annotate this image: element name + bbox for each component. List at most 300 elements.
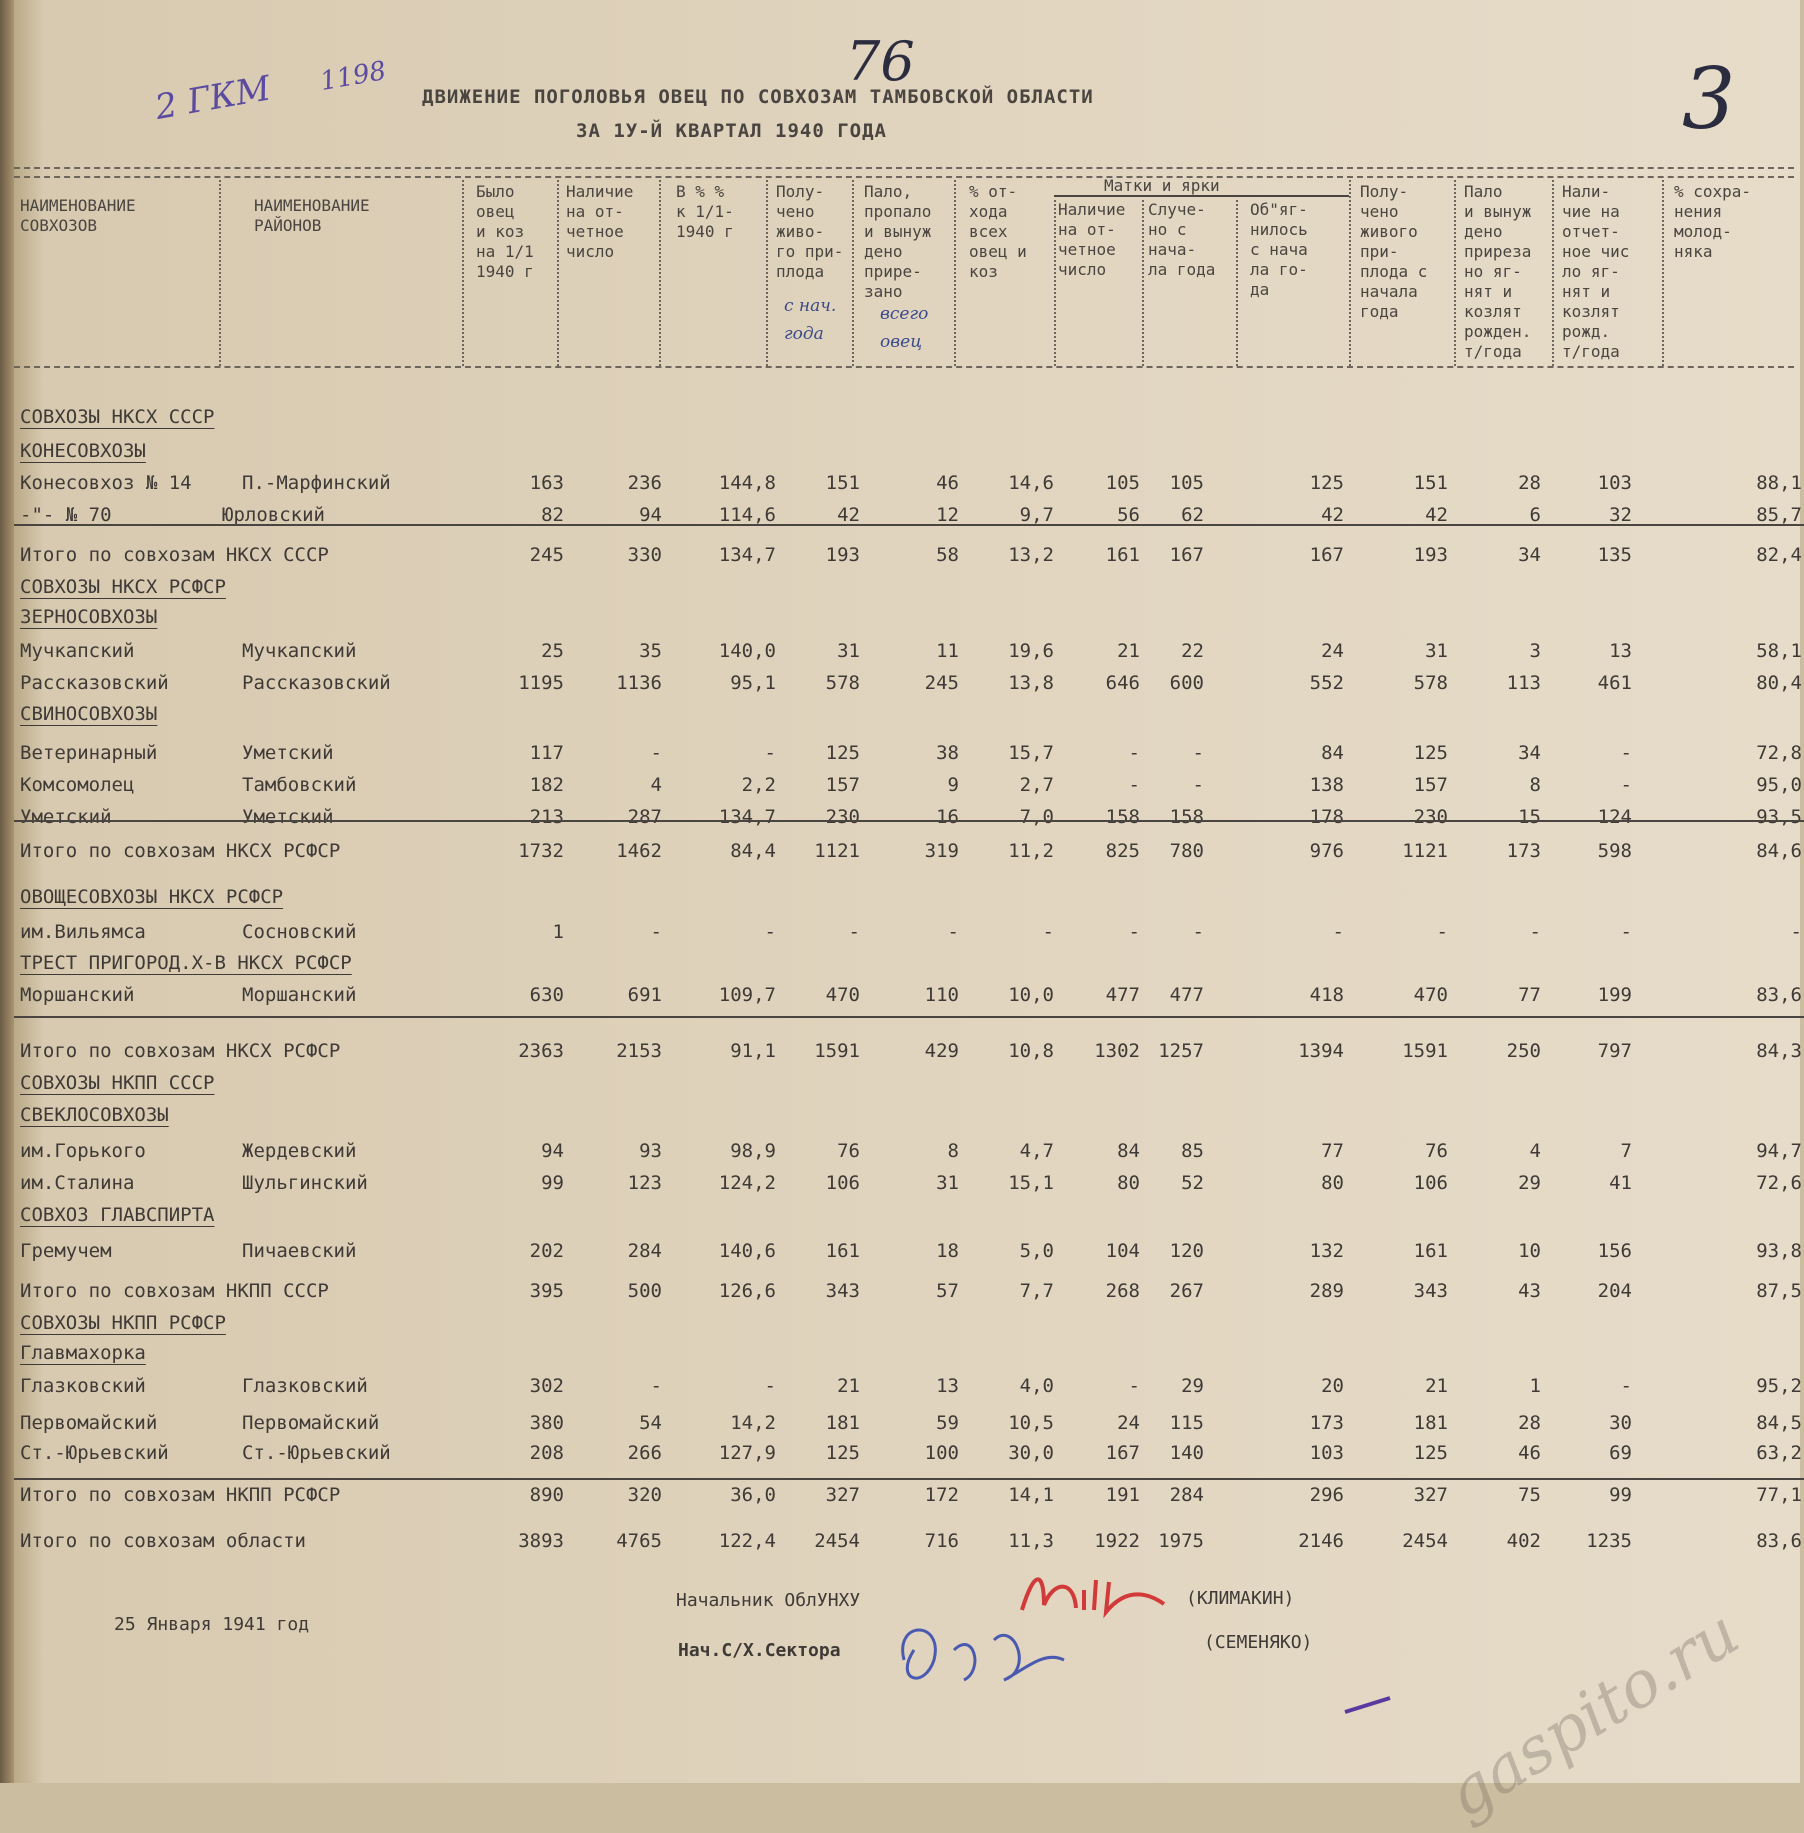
cell-value: 1732 (518, 840, 564, 862)
cell-value: 402 (1506, 1530, 1541, 1552)
cell-value: 10,5 (1008, 1412, 1054, 1434)
section-header-row (14, 1342, 1800, 1372)
cell-value: 29 (1518, 1172, 1541, 1194)
table-row (14, 984, 1800, 1014)
cell-value: 5,0 (1019, 1240, 1054, 1262)
cell-value: 110 (924, 984, 959, 1006)
cell-value: 1 (1529, 1375, 1541, 1397)
section-label: СОВХОЗЫ НКПП СССР (20, 1072, 215, 1094)
cell-value: 84,3 (1756, 1040, 1802, 1062)
cell-value: 208 (529, 1442, 564, 1464)
cell-value: - (1192, 774, 1204, 796)
cell-value: 470 (825, 984, 860, 1006)
cell-value: 42 (1321, 504, 1344, 526)
stamp-text: 2 ГКМ (152, 68, 274, 128)
cell-value: 3893 (518, 1530, 564, 1552)
cell-value: 84,6 (1756, 840, 1802, 862)
cell-value: 84 (1117, 1140, 1140, 1162)
table-row (14, 1412, 1800, 1442)
header-ewes-present: Наличие на от- четное число (1058, 200, 1126, 279)
cell-value: 84 (1321, 742, 1344, 764)
cell-value: 28 (1518, 1412, 1541, 1434)
cell-value: 140,0 (718, 640, 776, 662)
cell-value: 1302 (1094, 1040, 1140, 1062)
cell-value: - (1620, 774, 1632, 796)
cell-value: 80 (1117, 1172, 1140, 1194)
cell-value: 63,2 (1756, 1442, 1802, 1464)
document-subtitle: ЗА 1У-Й КВАРТАЛ 1940 ГОДА (576, 120, 887, 142)
cell-value: 125 (825, 742, 860, 764)
cell-value: 58 (936, 544, 959, 566)
row-name: Итого по совхозам НКСХ РСФСР (20, 840, 341, 862)
cell-value: 62 (1181, 504, 1204, 526)
cell-value: 30,0 (1008, 1442, 1054, 1464)
total-row (14, 1530, 1800, 1560)
cell-value: 31 (936, 1172, 959, 1194)
cell-value: 77 (1321, 1140, 1344, 1162)
cell-value: 35 (639, 640, 662, 662)
row-district: Шульгинский (242, 1172, 368, 1194)
cell-value: 124 (1597, 806, 1632, 828)
cell-value: 18 (936, 1240, 959, 1262)
cell-value: 230 (1413, 806, 1448, 828)
cell-value: 123 (627, 1172, 662, 1194)
cell-value: 11,2 (1008, 840, 1054, 862)
cell-value: 105 (1169, 472, 1204, 494)
cell-value: 204 (1597, 1280, 1632, 1302)
cell-value: 797 (1597, 1040, 1632, 1062)
table-row (14, 1140, 1800, 1170)
cell-value: - (1128, 774, 1140, 796)
cell-value: 320 (627, 1484, 662, 1506)
cell-value: 1136 (616, 672, 662, 694)
ink-mark (1340, 1690, 1400, 1720)
cell-value: 191 (1105, 1484, 1140, 1506)
cell-value: 72,8 (1756, 742, 1802, 764)
cell-value: 83,6 (1756, 984, 1802, 1006)
row-name: им.Сталина (20, 1172, 135, 1194)
cell-value: 10 (1518, 1240, 1541, 1262)
cell-value: 95,1 (730, 672, 776, 694)
cell-value: 87,5 (1756, 1280, 1802, 1302)
cell-value: - (848, 921, 860, 943)
row-name: Комсомолец (20, 774, 135, 796)
cell-value: 56 (1117, 504, 1140, 526)
cell-value: 16 (936, 806, 959, 828)
cell-value: 93,8 (1756, 1240, 1802, 1262)
section-label: КОНЕСОВХОЗЫ (20, 440, 146, 462)
cell-value: 82 (541, 504, 564, 526)
col-sep (954, 180, 956, 366)
cell-value: 4,7 (1019, 1140, 1054, 1162)
cell-value: 157 (1413, 774, 1448, 796)
cell-value: - (650, 1375, 662, 1397)
cell-value: - (1042, 921, 1054, 943)
col-sep (557, 180, 559, 366)
cell-value: 157 (825, 774, 860, 796)
archive-stamp (152, 48, 388, 128)
col-sep (852, 180, 854, 366)
header-loss-percent: % от- хода всех овец и коз (969, 182, 1027, 281)
cell-value: 21 (1117, 640, 1140, 662)
cell-value: 193 (825, 544, 860, 566)
cell-value: 151 (825, 472, 860, 494)
cell-value: 2454 (814, 1530, 860, 1552)
col-sep (219, 180, 221, 366)
cell-value: 125 (825, 1442, 860, 1464)
cell-value: 267 (1169, 1280, 1204, 1302)
cell-value: 825 (1105, 840, 1140, 862)
cell-value: 82,4 (1756, 544, 1802, 566)
cell-value: 1257 (1158, 1040, 1204, 1062)
cell-value: 600 (1169, 672, 1204, 694)
cell-value: 15,7 (1008, 742, 1054, 764)
cell-value: 106 (825, 1172, 860, 1194)
cell-value: 24 (1321, 640, 1344, 662)
section-header-row (14, 703, 1800, 733)
cell-value: 319 (924, 840, 959, 862)
cell-value: 29 (1181, 1375, 1204, 1397)
cell-value: 578 (1413, 672, 1448, 694)
cell-value: 25 (541, 640, 564, 662)
table-row (14, 1442, 1800, 1472)
cell-value: 167 (1169, 544, 1204, 566)
cell-value: 7,7 (1019, 1280, 1054, 1302)
cell-value: 14,6 (1008, 472, 1054, 494)
cell-value: 125 (1413, 742, 1448, 764)
cell-value: 43 (1518, 1280, 1541, 1302)
row-name: Рассказовский (20, 672, 169, 694)
signature-name-2: (СЕМЕНЯКО) (1204, 1632, 1313, 1653)
row-district: Пичаевский (242, 1240, 357, 1262)
cell-value: 1121 (814, 840, 860, 862)
header-offspring-note: с нач. года (784, 296, 837, 344)
cell-value: 117 (529, 742, 564, 764)
cell-value: 172 (924, 1484, 959, 1506)
header-ewes-lambed: Об"яг- нилось с нача ла го- да (1250, 200, 1308, 299)
cell-value: - (764, 742, 776, 764)
cell-value: 461 (1597, 672, 1632, 694)
cell-value: 578 (825, 672, 860, 694)
cell-value: 105 (1105, 472, 1140, 494)
signature-role-2: Нач.С/Х.Сектора (678, 1640, 841, 1661)
cell-value: 2,2 (741, 774, 776, 796)
col-sep (1662, 180, 1664, 366)
section-label: СОВХОЗЫ НКСХ РСФСР (20, 576, 226, 598)
section-header-row (14, 406, 1800, 436)
cell-value: 167 (1105, 1442, 1140, 1464)
cell-value: 21 (1425, 1375, 1448, 1397)
binding-edge (0, 0, 14, 1783)
cell-value: 42 (1425, 504, 1448, 526)
cell-value: 31 (1425, 640, 1448, 662)
header-top-rule (14, 167, 1794, 169)
cell-value: 500 (627, 1280, 662, 1302)
cell-value: 213 (529, 806, 564, 828)
cell-value: 181 (825, 1412, 860, 1434)
cell-value: - (1436, 921, 1448, 943)
row-district: Тамбовский (242, 774, 357, 796)
cell-value: 103 (1309, 1442, 1344, 1464)
col-sep (1142, 200, 1144, 366)
row-district: Уметский (242, 806, 334, 828)
cell-value: 691 (627, 984, 662, 1006)
cell-value: 76 (1425, 1140, 1448, 1162)
cell-value: 95,2 (1756, 1375, 1802, 1397)
row-name: Гремучем (20, 1240, 112, 1262)
cell-value: - (1790, 921, 1802, 943)
cell-value: 10,0 (1008, 984, 1054, 1006)
cell-value: 84,4 (730, 840, 776, 862)
cell-value: 287 (627, 806, 662, 828)
cell-value: 132 (1309, 1240, 1344, 1262)
cell-value: 134,7 (718, 544, 776, 566)
section-header-row (14, 576, 1800, 606)
cell-value: 7,0 (1019, 806, 1054, 828)
cell-value: 8 (1529, 774, 1541, 796)
header-offspring: Полу- чено живо- го при- плода (776, 182, 844, 281)
document-sheet (14, 0, 1802, 1833)
row-district: Глазковский (242, 1375, 368, 1397)
cell-value: 58,1 (1756, 640, 1802, 662)
cell-value: 477 (1169, 984, 1204, 1006)
section-header-row (14, 606, 1800, 636)
cell-value: 94 (639, 504, 662, 526)
cell-value: 178 (1309, 806, 1344, 828)
row-name: Итого по совхозам НКПП РСФСР (20, 1484, 341, 1506)
total-row (14, 544, 1800, 574)
cell-value: 1394 (1298, 1040, 1344, 1062)
header-young-died: Пало и вынуж дено приреза но яг- нят и козлят рожден. т/года (1464, 182, 1532, 361)
table-row (14, 921, 1800, 951)
cell-value: 54 (639, 1412, 662, 1434)
cell-value: 245 (529, 544, 564, 566)
table-row (14, 1375, 1800, 1405)
row-name: Ветеринарный (20, 742, 158, 764)
cell-value: 158 (1105, 806, 1140, 828)
table-row (14, 1240, 1800, 1270)
cell-value: 99 (541, 1172, 564, 1194)
cell-value: 8 (947, 1140, 959, 1162)
header-sovkhoz: НАИМЕНОВАНИЕ СОВХОЗОВ (20, 196, 136, 235)
col-sep (462, 180, 464, 366)
cell-value: 151 (1413, 472, 1448, 494)
row-name: им.Горького (20, 1140, 146, 1162)
cell-value: 22 (1181, 640, 1204, 662)
row-district: Сосновский (242, 921, 357, 943)
cell-value: 158 (1169, 806, 1204, 828)
cell-value: 11 (936, 640, 959, 662)
cell-value: 72,6 (1756, 1172, 1802, 1194)
cell-value: - (1128, 921, 1140, 943)
cell-value: 552 (1309, 672, 1344, 694)
cell-value: 2,7 (1019, 774, 1054, 796)
cell-value: 85,7 (1756, 504, 1802, 526)
row-name: Конесовхоз № 14 (20, 472, 192, 494)
row-name: Глазковский (20, 1375, 146, 1397)
cell-value: 46 (1518, 1442, 1541, 1464)
cell-value: 327 (825, 1484, 860, 1506)
total-row (14, 840, 1800, 870)
page-number-top: 76 (846, 30, 915, 93)
cell-value: 15,1 (1008, 1172, 1054, 1194)
cell-value: 199 (1597, 984, 1632, 1006)
cell-value: 1121 (1402, 840, 1448, 862)
cell-value: 106 (1413, 1172, 1448, 1194)
section-label: ОВОЩЕСОВХОЗЫ НКСХ РСФСР (20, 886, 284, 908)
cell-value: 343 (1413, 1280, 1448, 1302)
col-sep (1552, 180, 1554, 366)
cell-value: 1 (552, 921, 564, 943)
row-name: Ст.-Юрьевский (20, 1442, 169, 1464)
cell-value: - (650, 921, 662, 943)
cell-value: 4 (1529, 1140, 1541, 1162)
row-district: П.-Марфинский (242, 472, 391, 494)
cell-value: 1591 (814, 1040, 860, 1062)
cell-value: 193 (1413, 544, 1448, 566)
row-district: Уметский (242, 742, 334, 764)
header-died-note: всего овец (880, 304, 929, 352)
cell-value: 976 (1309, 840, 1344, 862)
header-bottom-rule (14, 366, 1794, 368)
cell-value: 36,0 (730, 1484, 776, 1506)
cell-value: 80 (1321, 1172, 1344, 1194)
cell-value: - (1192, 742, 1204, 764)
cell-value: - (1192, 921, 1204, 943)
cell-value: 21 (837, 1375, 860, 1397)
cell-value: 230 (825, 806, 860, 828)
header-died: Пало, пропало и вынуж дено прире- зано (864, 182, 932, 301)
cell-value: 289 (1309, 1280, 1344, 1302)
cell-value: 13,8 (1008, 672, 1054, 694)
cell-value: 6 (1529, 504, 1541, 526)
table-row (14, 742, 1800, 772)
section-label: ТРЕСТ ПРИГОРОД.Х-В НКСХ РСФСР (20, 952, 352, 974)
cell-value: - (1620, 1375, 1632, 1397)
cell-value: 245 (924, 672, 959, 694)
cell-value: 93 (639, 1140, 662, 1162)
row-name: Итого по совхозам НКСХ СССР (20, 544, 329, 566)
stamp-number: 1198 (318, 55, 389, 97)
header-offspring-year: Полу- чено живого при- плода с начала года (1360, 182, 1428, 321)
cell-value: 114,6 (718, 504, 776, 526)
cell-value: 88,1 (1756, 472, 1802, 494)
cell-value: - (764, 921, 776, 943)
total-row (14, 1280, 1800, 1310)
cell-value: 173 (1309, 1412, 1344, 1434)
cell-value: 91,1 (730, 1040, 776, 1062)
cell-value: 13 (1609, 640, 1632, 662)
total-rule (14, 1016, 1804, 1018)
cell-value: - (1620, 921, 1632, 943)
cell-value: 34 (1518, 742, 1541, 764)
cell-value: 182 (529, 774, 564, 796)
cell-value: 98,9 (730, 1140, 776, 1162)
cell-value: 161 (1105, 544, 1140, 566)
cell-value: 429 (924, 1040, 959, 1062)
cell-value: 1591 (1402, 1040, 1448, 1062)
total-rule (14, 820, 1804, 822)
cell-value: 134,7 (718, 806, 776, 828)
cell-value: 113 (1506, 672, 1541, 694)
cell-value: 104 (1105, 1240, 1140, 1262)
section-header-row (14, 952, 1800, 982)
cell-value: 4 (650, 774, 662, 796)
page-number-right: 3 (1682, 50, 1736, 148)
cell-value: 42 (837, 504, 860, 526)
table-row (14, 504, 1800, 534)
cell-value: 14,1 (1008, 1484, 1054, 1506)
cell-value: 100 (924, 1442, 959, 1464)
header-percent: В % % к 1/1- 1940 г (676, 182, 734, 241)
cell-value: 284 (627, 1240, 662, 1262)
cell-value: 140 (1169, 1442, 1204, 1464)
row-district: Юрловский (222, 504, 325, 526)
cell-value: 59 (936, 1412, 959, 1434)
total-rule (14, 1478, 1804, 1480)
table-row (14, 1172, 1800, 1202)
row-name: Итого по совхозам НКПП СССР (20, 1280, 329, 1302)
cell-value: 418 (1309, 984, 1344, 1006)
cell-value: 32 (1609, 504, 1632, 526)
cell-value: 2153 (616, 1040, 662, 1062)
section-header-row (14, 440, 1800, 470)
table-row (14, 640, 1800, 670)
header-young-preserved: % сохра- нения молод- няка (1674, 182, 1752, 261)
row-district: Первомайский (242, 1412, 380, 1434)
cell-value: 30 (1609, 1412, 1632, 1434)
cell-value: 250 (1506, 1040, 1541, 1062)
section-label: СОВХОЗ ГЛАВСПИРТА (20, 1204, 215, 1226)
cell-value: - (1529, 921, 1541, 943)
cell-value: 296 (1309, 1484, 1344, 1506)
row-name: Мучкапский (20, 640, 135, 662)
header-district: НАИМЕНОВАНИЕ РАЙОНОВ (254, 196, 370, 235)
header-ewes-group: Матки и ярки (1104, 176, 1220, 195)
cell-value: 52 (1181, 1172, 1204, 1194)
row-district: Мучкапский (242, 640, 357, 662)
header-present: Наличие на от- четное число (566, 182, 634, 261)
section-label: ЗЕРНОСОВХОЗЫ (20, 606, 158, 628)
cell-value: 46 (936, 472, 959, 494)
cell-value: - (947, 921, 959, 943)
cell-value: 14,2 (730, 1412, 776, 1434)
cell-value: 127,9 (718, 1442, 776, 1464)
row-district: Рассказовский (242, 672, 391, 694)
row-name: Итого по совхозам НКСХ РСФСР (20, 1040, 341, 1062)
cell-value: 109,7 (718, 984, 776, 1006)
cell-value: 646 (1105, 672, 1140, 694)
row-name: Итого по совхозам области (20, 1530, 306, 1552)
section-header-row (14, 886, 1800, 916)
signature-date: 25 Января 1941 год (114, 1614, 310, 1635)
cell-value: 330 (627, 544, 662, 566)
signature-role-1: Начальник ОблУНХУ (676, 1590, 861, 1611)
table-row (14, 472, 1800, 502)
cell-value: 11,3 (1008, 1530, 1054, 1552)
cell-value: 76 (837, 1140, 860, 1162)
cell-value: 1235 (1586, 1530, 1632, 1552)
cell-value: 477 (1105, 984, 1140, 1006)
cell-value: 4765 (616, 1530, 662, 1552)
cell-value: - (650, 742, 662, 764)
cell-value: 144,8 (718, 472, 776, 494)
col-sep (659, 180, 661, 366)
cell-value: 122,4 (718, 1530, 776, 1552)
cell-value: 716 (924, 1530, 959, 1552)
col-sep (1236, 200, 1238, 366)
cell-value: 69 (1609, 1442, 1632, 1464)
